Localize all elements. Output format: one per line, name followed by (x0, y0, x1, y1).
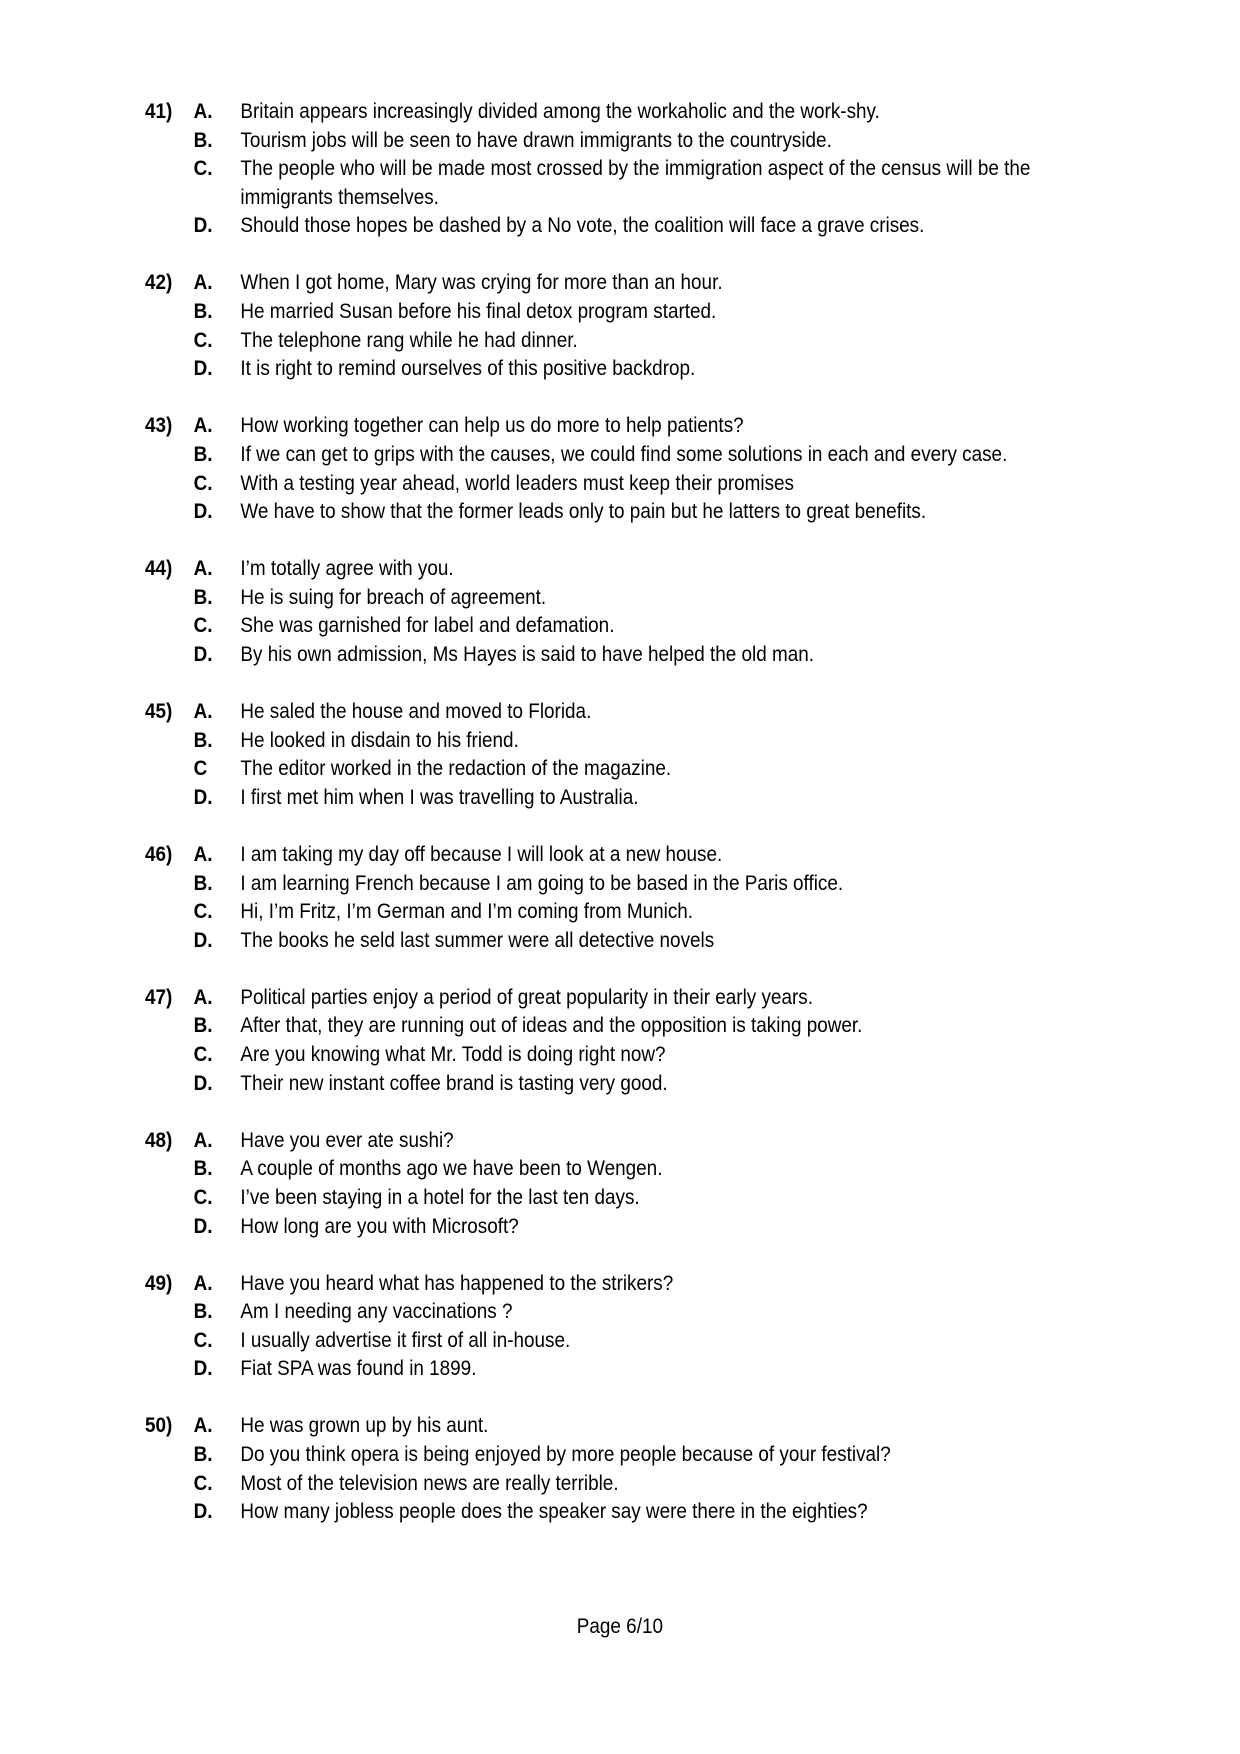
option-text: Fiat SPA was found in 1899. (240, 1357, 477, 1381)
option-letter: D. (193, 1071, 213, 1095)
option-text: I’m totally agree with you. (240, 557, 454, 581)
option-text: The editor worked in the redaction of the magazine. (240, 757, 672, 781)
option-text: The people who will be made most crossed by the immigration aspect of the census will be the immigrants themselves. (240, 157, 1031, 209)
answer-option (145, 898, 1045, 927)
option-text: I first met him when I was travelling to Australia. (240, 785, 639, 809)
option-letter: D. (193, 1500, 213, 1524)
option-letter: A. (193, 557, 213, 581)
question-block (145, 269, 1145, 383)
option-text: Their new instant coffee brand is tasting very good. (240, 1071, 668, 1095)
option-letter: A. (193, 271, 213, 295)
option-text: Should those hopes be dashed by a No vote, the coalition will face a grave crises. (240, 214, 925, 238)
option-letter: B. (193, 728, 213, 752)
option-text: Have you heard what has happened to the strikers? (240, 1271, 674, 1295)
option-letter: A. (193, 1271, 213, 1295)
question-number: 44) (145, 557, 173, 581)
option-text: He married Susan before his final detox program started. (240, 300, 717, 324)
option-text: A couple of months ago we have been to Wengen. (240, 1157, 663, 1181)
answer-option (145, 870, 1045, 899)
option-letter: D. (193, 500, 213, 524)
option-letter: A. (193, 842, 213, 866)
page-number: Page 6/10 (576, 1615, 664, 1638)
option-letter: B. (193, 128, 213, 152)
option-text: The books he seld last summer were all detective novels (240, 928, 715, 952)
option-text: Britain appears increasingly divided among the workaholic and the work-shy. (240, 100, 880, 123)
option-letter: C. (193, 614, 213, 638)
answer-option (145, 698, 1045, 727)
answer-option (145, 1298, 1045, 1327)
answer-option (145, 1498, 1045, 1527)
option-letter: A. (193, 414, 213, 438)
option-letter: D. (193, 1357, 213, 1381)
answer-option (145, 1213, 1045, 1242)
question-number: 50) (145, 1414, 173, 1438)
option-text: He saled the house and moved to Florida. (240, 700, 592, 724)
option-letter: B. (193, 871, 213, 895)
question-number: 41) (145, 100, 173, 123)
question-block (145, 98, 1145, 241)
option-text: By his own admission, Ms Hayes is said to have helped the old man. (240, 643, 814, 666)
answer-option (145, 1012, 1045, 1041)
option-letter: A. (193, 1414, 213, 1438)
option-text: Tourism jobs will be seen to have drawn immigrants to the countryside. (240, 128, 832, 152)
option-letter: D. (193, 785, 213, 809)
question-number: 48) (145, 1128, 173, 1152)
answer-option (145, 327, 1045, 356)
option-text: When I got home, Mary was crying for more than an hour. (240, 271, 723, 295)
option-text: With a testing year ahead, world leaders must keep their promises (240, 471, 795, 495)
option-letter: A. (193, 985, 213, 1009)
answer-option (145, 1127, 1045, 1156)
option-letter: B. (193, 1157, 213, 1181)
answer-option (145, 212, 1045, 241)
option-text: How working together can help us do more to help patients? (240, 414, 744, 438)
question-block (145, 1412, 1145, 1526)
option-text: Most of the television news are really terrible. (240, 1471, 619, 1495)
answer-option (145, 755, 1045, 784)
option-text: She was garnished for label and defamation. (240, 614, 615, 638)
question-number: 46) (145, 842, 173, 866)
answer-option (145, 612, 1045, 641)
option-letter: D. (193, 643, 213, 666)
answer-option (145, 841, 1045, 870)
answer-option (145, 1327, 1045, 1356)
answer-option (145, 127, 1045, 156)
option-letter: B. (193, 1014, 213, 1038)
answer-option (145, 984, 1045, 1013)
option-letter: A. (193, 100, 213, 123)
option-letter: D. (193, 1214, 213, 1238)
answer-option (145, 927, 1045, 956)
answer-option (145, 470, 1045, 499)
answer-option (145, 269, 1045, 298)
option-text: How long are you with Microsoft? (240, 1214, 519, 1238)
question-list (145, 98, 1145, 1555)
option-text: How many jobless people does the speaker say were there in the eighties? (240, 1500, 868, 1524)
question-block (145, 841, 1145, 955)
option-letter: C. (193, 157, 213, 181)
option-letter: B. (193, 1300, 213, 1324)
question-block (145, 1270, 1145, 1384)
option-letter: D. (193, 928, 213, 952)
answer-option (145, 412, 1045, 441)
page-footer (0, 1613, 1240, 1641)
option-letter: C. (193, 1328, 213, 1352)
answer-option (145, 355, 1045, 384)
option-text: We have to show that the former leads only to pain but he latters to great benefits. (240, 500, 927, 524)
answer-option (145, 1155, 1045, 1184)
option-text: Do you think opera is being enjoyed by more people because of your festival? (240, 1443, 891, 1467)
question-number: 45) (145, 700, 173, 724)
option-text: I usually advertise it first of all in-house. (240, 1328, 571, 1352)
answer-option (145, 727, 1045, 756)
option-letter: C. (193, 1043, 213, 1067)
question-number: 43) (145, 414, 173, 438)
option-letter: B. (193, 585, 213, 609)
option-letter: C. (193, 328, 213, 352)
question-block (145, 412, 1145, 526)
option-text: It is right to remind ourselves of this positive backdrop. (240, 357, 696, 381)
option-letter: A. (193, 700, 213, 724)
answer-option (145, 1184, 1045, 1213)
option-letter: C (193, 757, 208, 781)
option-letter: D. (193, 214, 213, 238)
option-text: Political parties enjoy a period of great popularity in their early years. (240, 985, 813, 1009)
option-letter: A. (193, 1128, 213, 1152)
option-text: Have you ever ate sushi? (240, 1128, 454, 1152)
answer-option (145, 1470, 1045, 1499)
option-text: I’ve been staying in a hotel for the last ten days. (240, 1185, 640, 1209)
option-text: After that, they are running out of ideas and the opposition is taking power. (240, 1014, 863, 1038)
question-block (145, 555, 1145, 669)
question-block (145, 1127, 1145, 1241)
answer-option (145, 298, 1045, 327)
answer-option (145, 1070, 1045, 1099)
answer-option (145, 555, 1045, 584)
question-number: 47) (145, 985, 173, 1009)
question-number: 42) (145, 271, 173, 295)
answer-option (145, 98, 1045, 127)
option-text: Am I needing any vaccinations ? (240, 1300, 513, 1324)
option-text: He looked in disdain to his friend. (240, 728, 519, 752)
option-letter: B. (193, 442, 213, 466)
answer-option (145, 1355, 1045, 1384)
question-number: 49) (145, 1271, 173, 1295)
answer-option (145, 784, 1045, 813)
option-text: Hi, I’m Fritz, I’m German and I’m coming from Munich. (240, 900, 694, 924)
answer-option (145, 441, 1045, 470)
option-text: He is suing for breach of agreement. (240, 585, 547, 609)
option-text: If we can get to grips with the causes, we could find some solutions in each and every case. (240, 442, 1008, 466)
answer-option (145, 641, 1045, 670)
answer-option (145, 498, 1045, 527)
option-text: Are you knowing what Mr. Todd is doing right now? (240, 1043, 666, 1067)
answer-option (145, 1041, 1045, 1070)
answer-option (145, 1412, 1045, 1441)
question-block (145, 698, 1145, 812)
option-text: I am taking my day off because I will look at a new house. (240, 842, 723, 866)
option-letter: C. (193, 1471, 213, 1495)
option-letter: C. (193, 471, 213, 495)
option-letter: C. (193, 900, 213, 924)
answer-option (145, 155, 1045, 212)
answer-option (145, 1441, 1045, 1470)
option-letter: B. (193, 300, 213, 324)
question-block (145, 984, 1145, 1098)
answer-option (145, 1270, 1045, 1299)
option-letter: B. (193, 1443, 213, 1467)
option-text: I am learning French because I am going to be based in the Paris office. (240, 871, 844, 895)
option-text: He was grown up by his aunt. (240, 1414, 489, 1438)
answer-option (145, 584, 1045, 613)
option-text: The telephone rang while he had dinner. (240, 328, 578, 352)
option-letter: D. (193, 357, 213, 381)
option-letter: C. (193, 1185, 213, 1209)
